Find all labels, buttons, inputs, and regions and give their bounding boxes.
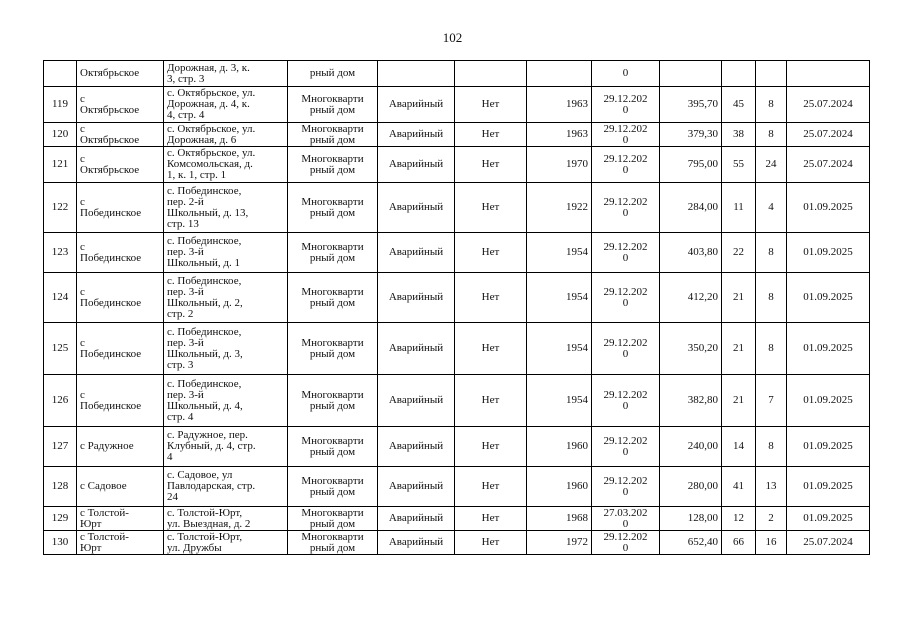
table-row	[44, 87, 870, 123]
cell-condition: Аварийный	[378, 323, 455, 375]
cell-deadline: 25.07.2024	[787, 531, 870, 555]
cell-address: с. Октябрьское, ул. Комсомольская, д. 1, к. 1, стр. 1	[164, 147, 288, 183]
cell-flats: 16	[756, 531, 787, 555]
cell-residents	[722, 61, 756, 87]
cell-flats	[756, 61, 787, 87]
table-row	[44, 323, 870, 375]
cell-year: 1960	[527, 427, 592, 467]
cell-condition: Аварийный	[378, 147, 455, 183]
table-row	[44, 375, 870, 427]
cell-deadline: 01.09.2025	[787, 507, 870, 531]
cell-address: с. Побединское, пер. 3-й Школьный, д. 1	[164, 233, 288, 273]
cell-deadline: 01.09.2025	[787, 427, 870, 467]
cell-condition: Аварийный	[378, 467, 455, 507]
cell-residents: 38	[722, 123, 756, 147]
cell-deadline: 01.09.2025	[787, 323, 870, 375]
cell-flats: 8	[756, 87, 787, 123]
cell-building-type: Многокварти рный дом	[288, 375, 378, 427]
cell-settlement: с Побединское	[77, 273, 164, 323]
cell-area: 395,70	[660, 87, 722, 123]
cell-residents: 21	[722, 375, 756, 427]
cell-number: 120	[44, 123, 77, 147]
cell-deadline	[787, 61, 870, 87]
cell-area: 128,00	[660, 507, 722, 531]
cell-number: 125	[44, 323, 77, 375]
cell-year: 1963	[527, 87, 592, 123]
cell-settlement: с Толстой- Юрт	[77, 531, 164, 555]
cell-building-type: Многокварти рный дом	[288, 273, 378, 323]
cell-number: 128	[44, 467, 77, 507]
cell-address: с. Побединское, пер. 3-й Школьный, д. 2, стр. 2	[164, 273, 288, 323]
cell-address: с. Побединское, пер. 3-й Школьный, д. 4, стр. 4	[164, 375, 288, 427]
cell-building-type: Многокварти рный дом	[288, 467, 378, 507]
cell-settlement: с Побединское	[77, 323, 164, 375]
cell-year: 1954	[527, 375, 592, 427]
cell-year: 1972	[527, 531, 592, 555]
cell-flag: Нет	[455, 427, 527, 467]
cell-area: 412,20	[660, 273, 722, 323]
cell-settlement: с Толстой- Юрт	[77, 507, 164, 531]
cell-building-type: Многокварти рный дом	[288, 233, 378, 273]
cell-area: 382,80	[660, 375, 722, 427]
cell-settlement: с Октябрьское	[77, 123, 164, 147]
cell-condition: Аварийный	[378, 123, 455, 147]
cell-recognition-date: 29.12.202 0	[592, 273, 660, 323]
cell-condition: Аварийный	[378, 375, 455, 427]
table-row	[44, 123, 870, 147]
cell-address: с. Октябрьское, ул. Дорожная, д. 6	[164, 123, 288, 147]
cell-number: 127	[44, 427, 77, 467]
cell-recognition-date: 29.12.202 0	[592, 323, 660, 375]
cell-recognition-date: 29.12.202 0	[592, 467, 660, 507]
cell-deadline: 01.09.2025	[787, 183, 870, 233]
cell-address: с. Побединское, пер. 3-й Школьный, д. 3, стр. 3	[164, 323, 288, 375]
cell-building-type: рный дом	[288, 61, 378, 87]
cell-flag	[455, 61, 527, 87]
cell-building-type: Многокварти рный дом	[288, 507, 378, 531]
cell-recognition-date: 29.12.202 0	[592, 375, 660, 427]
cell-condition: Аварийный	[378, 233, 455, 273]
cell-flag: Нет	[455, 233, 527, 273]
cell-address: с. Садовое, ул Павлодарская, стр. 24	[164, 467, 288, 507]
cell-flats: 8	[756, 233, 787, 273]
cell-building-type: Многокварти рный дом	[288, 123, 378, 147]
table-row	[44, 467, 870, 507]
cell-settlement: с Октябрьское	[77, 87, 164, 123]
cell-residents: 14	[722, 427, 756, 467]
cell-flats: 8	[756, 323, 787, 375]
cell-deadline: 01.09.2025	[787, 273, 870, 323]
cell-residents: 12	[722, 507, 756, 531]
cell-year: 1963	[527, 123, 592, 147]
cell-year: 1954	[527, 273, 592, 323]
cell-area: 240,00	[660, 427, 722, 467]
cell-deadline: 01.09.2025	[787, 467, 870, 507]
cell-residents: 45	[722, 87, 756, 123]
cell-flag: Нет	[455, 375, 527, 427]
table-row-continued	[44, 61, 870, 87]
cell-number: 121	[44, 147, 77, 183]
cell-address: с. Радужное, пер. Клубный, д. 4, стр. 4	[164, 427, 288, 467]
cell-address: с. Толстой-Юрт, ул. Выездная, д. 2	[164, 507, 288, 531]
cell-area	[660, 61, 722, 87]
cell-residents: 22	[722, 233, 756, 273]
table-row	[44, 273, 870, 323]
cell-condition: Аварийный	[378, 427, 455, 467]
cell-flats: 8	[756, 273, 787, 323]
cell-building-type: Многокварти рный дом	[288, 531, 378, 555]
cell-recognition-date: 29.12.202 0	[592, 147, 660, 183]
cell-area: 350,20	[660, 323, 722, 375]
cell-flag: Нет	[455, 123, 527, 147]
cell-residents: 21	[722, 323, 756, 375]
cell-flats: 7	[756, 375, 787, 427]
cell-deadline: 25.07.2024	[787, 123, 870, 147]
cell-building-type: Многокварти рный дом	[288, 87, 378, 123]
cell-recognition-date: 0	[592, 61, 660, 87]
cell-flats: 8	[756, 123, 787, 147]
cell-flag: Нет	[455, 507, 527, 531]
cell-residents: 11	[722, 183, 756, 233]
cell-condition	[378, 61, 455, 87]
cell-residents: 55	[722, 147, 756, 183]
table-row	[44, 507, 870, 531]
cell-recognition-date: 29.12.202 0	[592, 427, 660, 467]
table-row	[44, 233, 870, 273]
cell-settlement: с Садовое	[77, 467, 164, 507]
cell-flag: Нет	[455, 87, 527, 123]
cell-condition: Аварийный	[378, 183, 455, 233]
cell-condition: Аварийный	[378, 531, 455, 555]
cell-residents: 21	[722, 273, 756, 323]
table-row	[44, 531, 870, 555]
cell-flag: Нет	[455, 183, 527, 233]
cell-flats: 24	[756, 147, 787, 183]
cell-building-type: Многокварти рный дом	[288, 147, 378, 183]
cell-address: с. Октябрьское, ул. Дорожная, д. 4, к. 4, стр. 4	[164, 87, 288, 123]
table-row	[44, 183, 870, 233]
cell-address: с. Толстой-Юрт, ул. Дружбы	[164, 531, 288, 555]
cell-settlement: с Радужное	[77, 427, 164, 467]
cell-number: 122	[44, 183, 77, 233]
cell-area: 403,80	[660, 233, 722, 273]
cell-deadline: 01.09.2025	[787, 375, 870, 427]
cell-deadline: 25.07.2024	[787, 147, 870, 183]
cell-year	[527, 61, 592, 87]
cell-flag: Нет	[455, 531, 527, 555]
cell-condition: Аварийный	[378, 87, 455, 123]
cell-number: 124	[44, 273, 77, 323]
cell-address: Дорожная, д. 3, к. 3, стр. 3	[164, 61, 288, 87]
cell-condition: Аварийный	[378, 273, 455, 323]
cell-area: 284,00	[660, 183, 722, 233]
cell-year: 1954	[527, 233, 592, 273]
cell-settlement: с Побединское	[77, 183, 164, 233]
cell-year: 1970	[527, 147, 592, 183]
cell-recognition-date: 29.12.202 0	[592, 183, 660, 233]
cell-building-type: Многокварти рный дом	[288, 427, 378, 467]
cell-area: 652,40	[660, 531, 722, 555]
cell-settlement: Октябрьское	[77, 61, 164, 87]
cell-flag: Нет	[455, 323, 527, 375]
cell-recognition-date: 29.12.202 0	[592, 233, 660, 273]
cell-deadline: 01.09.2025	[787, 233, 870, 273]
cell-flag: Нет	[455, 467, 527, 507]
cell-recognition-date: 29.12.202 0	[592, 531, 660, 555]
cell-residents: 41	[722, 467, 756, 507]
cell-address: с. Побединское, пер. 2-й Школьный, д. 13, стр. 13	[164, 183, 288, 233]
cell-condition: Аварийный	[378, 507, 455, 531]
cell-year: 1954	[527, 323, 592, 375]
cell-deadline: 25.07.2024	[787, 87, 870, 123]
cell-year: 1922	[527, 183, 592, 233]
cell-settlement: с Побединское	[77, 233, 164, 273]
cell-building-type: Многокварти рный дом	[288, 323, 378, 375]
cell-number: 126	[44, 375, 77, 427]
cell-flag: Нет	[455, 273, 527, 323]
cell-flats: 4	[756, 183, 787, 233]
cell-flats: 2	[756, 507, 787, 531]
cell-area: 795,00	[660, 147, 722, 183]
table-row	[44, 427, 870, 467]
cell-recognition-date: 29.12.202 0	[592, 87, 660, 123]
cell-flats: 13	[756, 467, 787, 507]
cell-area: 379,30	[660, 123, 722, 147]
cell-building-type: Многокварти рный дом	[288, 183, 378, 233]
cell-recognition-date: 27.03.202 0	[592, 507, 660, 531]
table-row	[44, 147, 870, 183]
cell-recognition-date: 29.12.202 0	[592, 123, 660, 147]
cell-settlement: с Октябрьское	[77, 147, 164, 183]
cell-residents: 66	[722, 531, 756, 555]
page-number: 102	[442, 30, 463, 45]
housing-registry-table	[43, 60, 870, 555]
cell-flag: Нет	[455, 147, 527, 183]
cell-flats: 8	[756, 427, 787, 467]
cell-year: 1960	[527, 467, 592, 507]
cell-number: 119	[44, 87, 77, 123]
cell-number: 129	[44, 507, 77, 531]
cell-number	[44, 61, 77, 87]
cell-area: 280,00	[660, 467, 722, 507]
cell-year: 1968	[527, 507, 592, 531]
cell-number: 123	[44, 233, 77, 273]
cell-settlement: с Побединское	[77, 375, 164, 427]
cell-number: 130	[44, 531, 77, 555]
